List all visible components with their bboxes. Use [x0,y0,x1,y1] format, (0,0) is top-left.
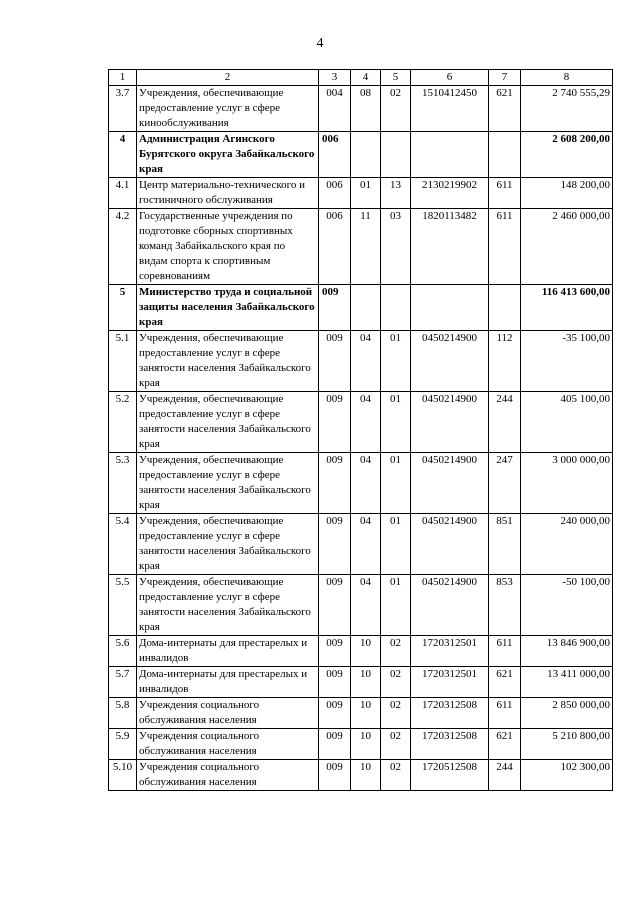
table-row [109,86,613,132]
target-article-code-cell: 2130219902 [411,178,489,209]
amount-cell: 3 000 000,00 [521,453,613,514]
amount-cell: -35 100,00 [521,331,613,392]
section-code-cell: 10 [351,729,381,760]
amount-cell: 13 411 000,00 [521,667,613,698]
table-row [109,636,613,667]
table-row [109,575,613,636]
subsection-code-cell: 02 [381,760,411,791]
target-article-code-cell: 0450214900 [411,392,489,453]
row-name-cell: Дома-интернаты для престарелых и инвалидов [137,667,319,698]
subsection-code-cell: 02 [381,698,411,729]
ministry-code-cell: 009 [319,636,351,667]
target-article-code-cell [411,285,489,331]
section-code-cell: 01 [351,178,381,209]
section-code-cell: 10 [351,698,381,729]
row-number-cell: 5.1 [109,331,137,392]
amount-cell: 405 100,00 [521,392,613,453]
table-row [109,285,613,331]
target-article-code-cell: 0450214900 [411,514,489,575]
subsection-code-cell: 02 [381,86,411,132]
target-article-code-cell [411,132,489,178]
row-name-cell: Учреждения социального обслуживания населения [137,760,319,791]
column-header: 3 [319,70,351,86]
expense-type-code-cell: 611 [489,698,521,729]
ministry-code-cell: 006 [319,178,351,209]
column-header: 5 [381,70,411,86]
expense-type-code-cell [489,132,521,178]
row-number-cell: 5.7 [109,667,137,698]
row-name-cell: Государственные учреждения по подготовке сборных спортивных команд Забайкальского края по видам спорта к спортивным соревнованиям [137,209,319,285]
section-code-cell: 04 [351,514,381,575]
section-code-cell: 08 [351,86,381,132]
section-code-cell [351,285,381,331]
target-article-code-cell: 0450214900 [411,575,489,636]
ministry-code-cell: 009 [319,514,351,575]
section-code-cell: 04 [351,392,381,453]
target-article-code-cell: 0450214900 [411,453,489,514]
ministry-code-cell: 009 [319,667,351,698]
column-header: 4 [351,70,381,86]
table-row [109,209,613,285]
target-article-code-cell: 1820113482 [411,209,489,285]
section-code-cell: 10 [351,760,381,791]
row-number-cell: 5.5 [109,575,137,636]
subsection-code-cell: 01 [381,453,411,514]
section-code-cell: 04 [351,331,381,392]
subsection-code-cell [381,132,411,178]
header-row [109,70,613,86]
row-number-cell: 4.1 [109,178,137,209]
row-number-cell: 5.6 [109,636,137,667]
section-code-cell: 10 [351,636,381,667]
row-name-cell: Учреждения, обеспечивающие предоставление услуг в сфере занятости населения Забайкальского края [137,453,319,514]
section-code-cell: 04 [351,453,381,514]
target-article-code-cell: 0450214900 [411,331,489,392]
amount-cell: 240 000,00 [521,514,613,575]
section-code-cell: 10 [351,667,381,698]
row-number-cell: 5.3 [109,453,137,514]
row-number-cell: 5.8 [109,698,137,729]
row-number-cell: 5.4 [109,514,137,575]
amount-cell: 5 210 800,00 [521,729,613,760]
expense-type-code-cell: 611 [489,178,521,209]
subsection-code-cell [381,285,411,331]
row-name-cell: Учреждения, обеспечивающие предоставление услуг в сфере занятости населения Забайкальского края [137,392,319,453]
subsection-code-cell: 13 [381,178,411,209]
amount-cell: 116 413 600,00 [521,285,613,331]
amount-cell: 2 850 000,00 [521,698,613,729]
amount-cell: 2 460 000,00 [521,209,613,285]
target-article-code-cell: 1720512508 [411,760,489,791]
section-code-cell: 11 [351,209,381,285]
expense-type-code-cell: 853 [489,575,521,636]
target-article-code-cell: 1720312508 [411,729,489,760]
target-article-code-cell: 1720312501 [411,636,489,667]
amount-cell: 2 608 200,00 [521,132,613,178]
subsection-code-cell: 01 [381,331,411,392]
subsection-code-cell: 01 [381,514,411,575]
expense-type-code-cell [489,285,521,331]
column-header: 7 [489,70,521,86]
ministry-code-cell: 006 [319,132,351,178]
row-name-cell: Дома-интернаты для престарелых и инвалидов [137,636,319,667]
ministry-code-cell: 009 [319,729,351,760]
expense-type-code-cell: 244 [489,392,521,453]
row-name-cell: Учреждения, обеспечивающие предоставление услуг в сфере занятости населения Забайкальского края [137,331,319,392]
ministry-code-cell: 009 [319,760,351,791]
table-row [109,698,613,729]
table-row [109,132,613,178]
row-name-cell: Учреждения социального обслуживания населения [137,729,319,760]
ministry-code-cell: 006 [319,209,351,285]
row-name-cell: Учреждения социального обслуживания населения [137,698,319,729]
expense-type-code-cell: 247 [489,453,521,514]
subsection-code-cell: 03 [381,209,411,285]
column-header: 2 [137,70,319,86]
table-row [109,331,613,392]
column-header: 6 [411,70,489,86]
page-number: 4 [316,36,324,51]
amount-cell: 13 846 900,00 [521,636,613,667]
row-number-cell: 3.7 [109,86,137,132]
target-article-code-cell: 1510412450 [411,86,489,132]
subsection-code-cell: 02 [381,636,411,667]
row-name-cell: Администрация Агинского Бурятского округа Забайкальского края [137,132,319,178]
row-number-cell: 5.2 [109,392,137,453]
table-row [109,729,613,760]
row-name-cell: Министерство труда и социальной защиты населения Забайкальского края [137,285,319,331]
budget-table [108,69,613,791]
target-article-code-cell: 1720312501 [411,667,489,698]
column-header: 8 [521,70,613,86]
row-name-cell: Учреждения, обеспечивающие предоставление услуг в сфере занятости населения Забайкальского края [137,575,319,636]
ministry-code-cell: 009 [319,285,351,331]
table-row [109,760,613,791]
table-row [109,514,613,575]
expense-type-code-cell: 611 [489,209,521,285]
ministry-code-cell: 009 [319,575,351,636]
ministry-code-cell: 009 [319,392,351,453]
subsection-code-cell: 01 [381,392,411,453]
ministry-code-cell: 009 [319,453,351,514]
expense-type-code-cell: 621 [489,729,521,760]
subsection-code-cell: 01 [381,575,411,636]
section-code-cell: 04 [351,575,381,636]
row-name-cell: Учреждения, обеспечивающие предоставление услуг в сфере занятости населения Забайкальского края [137,514,319,575]
subsection-code-cell: 02 [381,667,411,698]
row-name-cell: Центр материально-технического и гостиничного обслуживания [137,178,319,209]
amount-cell: 2 740 555,29 [521,86,613,132]
ministry-code-cell: 009 [319,331,351,392]
row-number-cell: 4.2 [109,209,137,285]
table-row [109,453,613,514]
subsection-code-cell: 02 [381,729,411,760]
ministry-code-cell: 004 [319,86,351,132]
expense-type-code-cell: 112 [489,331,521,392]
expense-type-code-cell: 621 [489,86,521,132]
row-number-cell: 4 [109,132,137,178]
amount-cell: 148 200,00 [521,178,613,209]
row-number-cell: 5.10 [109,760,137,791]
row-name-cell: Учреждения, обеспечивающие предоставление услуг в сфере кинообслуживания [137,86,319,132]
expense-type-code-cell: 851 [489,514,521,575]
ministry-code-cell: 009 [319,698,351,729]
target-article-code-cell: 1720312508 [411,698,489,729]
table-row [109,667,613,698]
column-header: 1 [109,70,137,86]
amount-cell: -50 100,00 [521,575,613,636]
expense-type-code-cell: 621 [489,667,521,698]
expense-type-code-cell: 244 [489,760,521,791]
amount-cell: 102 300,00 [521,760,613,791]
section-code-cell [351,132,381,178]
table-row [109,392,613,453]
expense-type-code-cell: 611 [489,636,521,667]
row-number-cell: 5 [109,285,137,331]
table-row [109,178,613,209]
row-number-cell: 5.9 [109,729,137,760]
